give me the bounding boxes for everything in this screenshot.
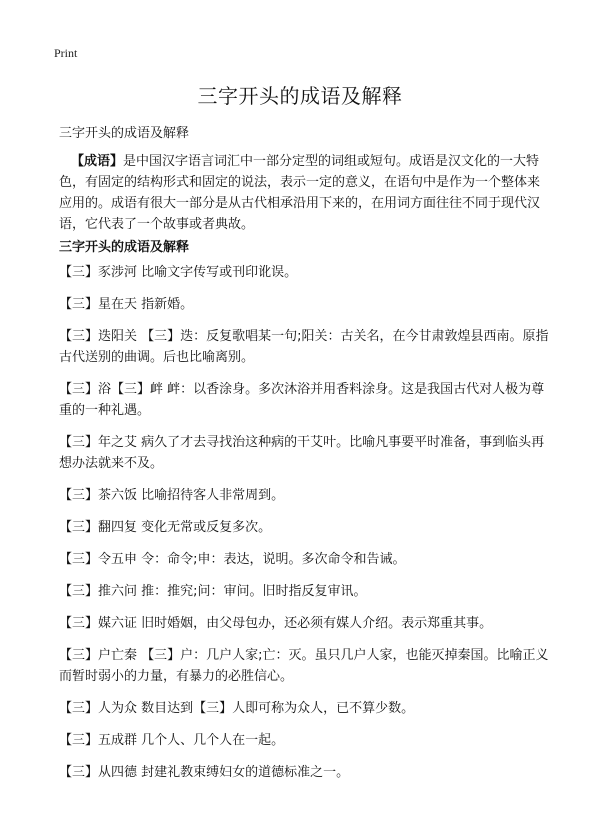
intro-paragraph (59, 151, 549, 235)
subtitle: 三字开头的成语及解释 (59, 126, 190, 141)
idiom-entry: 【三】推六问 推：推究;问：审问。旧时指反复审讯。 (59, 584, 367, 599)
idiom-entry: 【三】年之艾 病久了才去寻找治这种病的干艾叶。比喻凡事要平时准备，事到临头再想办法就来不及。 (59, 435, 545, 471)
idiom-entry: 【三】茶六饭 比喻招待客人非常周到。 (59, 488, 285, 503)
page-title: 三字开头的成语及解释 (197, 84, 403, 108)
idiom-entry: 【三】迭阳关 【三】迭：反复歌唱某一句;阳关：古关名，在今甘肃敦煌县西南。原指古代送别的曲调。后也比喻离别。 (59, 329, 549, 365)
idiom-entry: 【三】户亡秦 【三】户：几户人家;亡：灭。虽只几户人家，也能灭掉秦国。比喻正义而暂时弱小的力量，有暴力的必胜信心。 (59, 648, 549, 684)
idiom-entry: 【三】五成群 几个人、几个人在一起。 (59, 733, 285, 748)
intro-text: 是中国汉字语言词汇中一部分定型的词组或短句。成语是汉文化的一大特色，有固定的结构形式和固定的说法，表示一定的意义，在语句中是作为一个整体来应用的。成语有很大一部分是从古代相承沿用下来的，在用词方面往往不同于现代汉语，它代表了一个故事或者典故。 (59, 154, 541, 232)
print-label: Print (54, 46, 78, 60)
idiom-entry: 【三】令五申 令：命令;申：表达，说明。多次命令和告诫。 (59, 552, 406, 567)
idiom-entry: 【三】星在天 指新婚。 (59, 297, 194, 312)
idiom-entry: 【三】人为众 数目达到【三】人即可称为众人，已不算少数。 (59, 701, 415, 716)
idiom-list (59, 262, 549, 794)
intro-term: 【成语】 (71, 154, 124, 169)
idiom-entry: 【三】豕涉河 比喻文字传写或刊印讹误。 (59, 265, 298, 280)
idiom-entry: 【三】浴【三】衅 衅：以香涂身。多次沐浴并用香料涂身。这是我国古代对人极为尊重的一种礼遇。 (59, 382, 545, 418)
idiom-entry: 【三】媒六证 旧时婚姻，由父母包办，还必须有媒人介绍。表示郑重其事。 (59, 616, 493, 631)
idiom-entry: 【三】从四德 封建礼教束缚妇女的道德标准之一。 (59, 765, 350, 780)
section-heading: 三字开头的成语及解释 (59, 240, 190, 255)
idiom-entry: 【三】翻四复 变化无常或反复多次。 (59, 520, 272, 535)
